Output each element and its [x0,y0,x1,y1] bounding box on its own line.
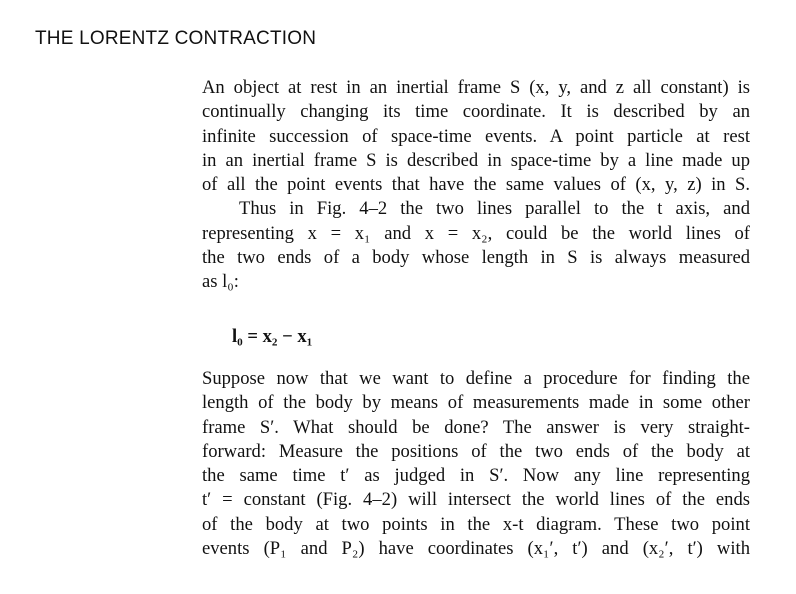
paragraph-line: Suppose now that we want to define a procedure for finding the [202,368,750,389]
paragraph-line: of the body at two points in the x-t diagram. These two point [202,513,750,535]
paragraph-line: of all the point events that have the same values of (x, y, z) in S. [202,174,750,196]
paragraph-line: continually changing its time coordinate. It is described by an [202,101,750,123]
paragraph-line: t′ = constant (Fig. 4–2) will intersect the world lines of the ends [202,489,750,511]
paragraph-line: Thus in Fig. 4–2 the two lines parallel to the t axis, and [239,198,750,220]
paragraph-line: representing x = x₁ and x = x₂, could be the world lines of [202,222,750,244]
paragraph-line: events (P₁ and P₂) have coordinates (x₁′, t′) and (x₂′, t′) with [202,538,750,560]
paragraph-2 [202,367,750,561]
paragraph-line: as l₀: [202,271,239,293]
length-equation: l₀ = x₂ − x₁ [232,326,313,347]
paragraph-line: infinite succession of space-time events. A point particle at rest [202,125,750,147]
paragraph-line: forward: Measure the positions of the two ends of the body at [202,440,750,462]
paragraph-line: in an inertial frame S is described in space-time by a line made up [202,149,750,171]
paragraph-line: An object at rest in an inertial frame S (x, y, and z all constant) is [202,77,750,98]
paragraph-1 [202,76,750,295]
paragraph-line: the same time t′ as judged in S′. Now any line representing [202,465,750,487]
section-title: THE LORENTZ CONTRACTION [35,28,317,49]
paragraph-line: length of the body by means of measurements made in some other [202,392,750,414]
paragraph-line: the two ends of a body whose length in S is always measured [202,247,750,269]
paragraph-line: frame S′. What should be done? The answer is very straight- [202,416,750,438]
